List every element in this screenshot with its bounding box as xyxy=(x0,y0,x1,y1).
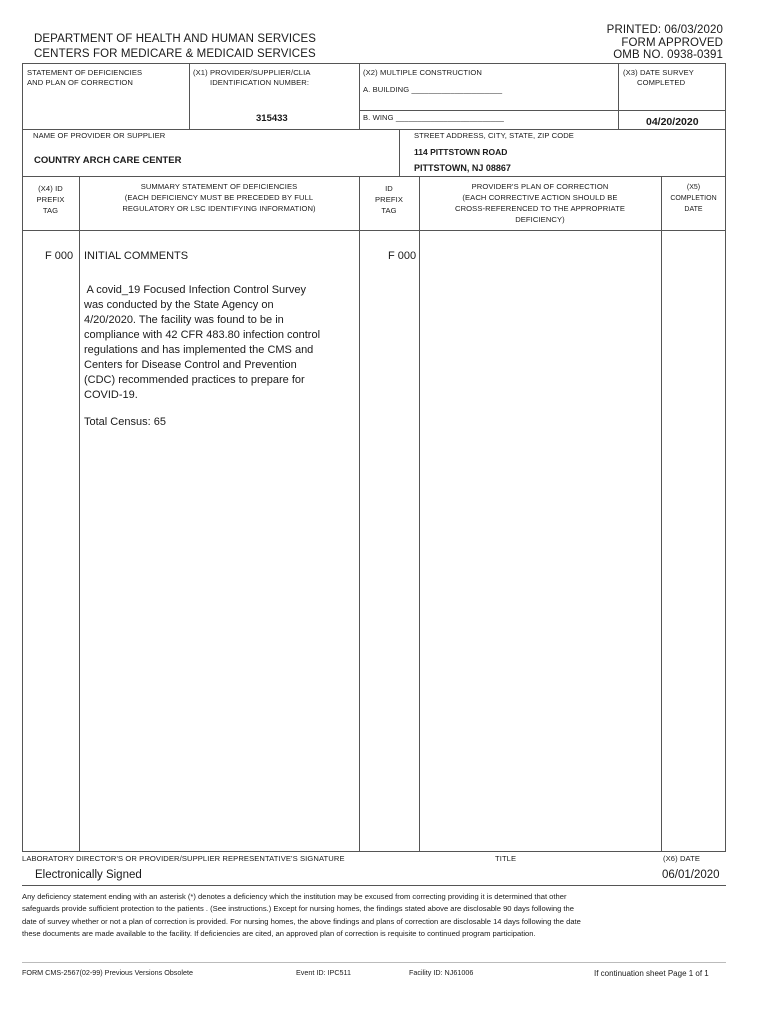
provider-name-label: NAME OF PROVIDER OR SUPPLIER xyxy=(33,131,166,140)
tag-left: F 000 xyxy=(45,250,74,262)
footer-form-id: FORM CMS-2567(02-99) Previous Versions Obsolete xyxy=(22,968,193,977)
street-address: 114 PITTSTOWN ROAD xyxy=(414,147,508,157)
x1-label-2: IDENTIFICATION NUMBER: xyxy=(210,78,310,87)
disclaimer: Any deficiency statement ending with an asterisk (*) denotes a deficiency which the institution may be excused from correcting providing it is determined that other safeguards provide sufficient protection to the patients . (See instructions.) Except for nursing homes, the findings stated above are disclosable 90 days following the date of survey whether or not a plan of correction is provided. For nursing homes, the above findings and plans of correction are disclosable 14 days following the date these documents are made available to the facility. If deficiencies are cited, an approved plan of correction is requisite to continued program participation. xyxy=(22,892,581,938)
footer-page-info: If continuation sheet Page 1 of 1 xyxy=(594,969,709,978)
printed-date: PRINTED: 06/03/2020 xyxy=(606,24,723,36)
building-field: A. BUILDING _____________________ xyxy=(363,85,503,94)
form-approved: FORM APPROVED xyxy=(621,37,723,49)
statement-label-1: STATEMENT OF DEFICIENCIES xyxy=(27,68,143,77)
signature-label: LABORATORY DIRECTOR'S OR PROVIDER/SUPPLIER REPRESENTATIVE'S SIGNATURE xyxy=(22,854,345,863)
entry-heading: INITIAL COMMENTS xyxy=(84,250,189,262)
agency-line-2: CENTERS FOR MEDICARE & MEDICAID SERVICES xyxy=(34,48,316,60)
entry-paragraph: A covid_19 Focused Infection Control Survey was conducted by the State Agency on 4/20/2020. The facility was found to be in compliance with 42 CFR 483.80 infection control regulations and has implemented the CMS and Centers for Disease Control and Prevention (CDC) recommended practices to prepare for COVID-19. xyxy=(84,284,321,401)
signature-value: Electronically Signed xyxy=(35,869,142,881)
x3-label-1: (X3) DATE SURVEY xyxy=(623,68,694,77)
agency-line-1: DEPARTMENT OF HEALTH AND HUMAN SERVICES xyxy=(34,33,317,45)
date-label: (X6) DATE xyxy=(663,854,701,863)
id-header: ID PREFIX TAG xyxy=(374,184,404,215)
x3-label-2: COMPLETED xyxy=(637,78,686,87)
plan-header: PROVIDER'S PLAN OF CORRECTION (EACH CORRECTIVE ACTION SHOULD BE CROSS-REFERENCED TO THE APPROPRIATE DEFICIENCY) xyxy=(454,182,626,224)
footer-facility-id: Facility ID: NJ61006 xyxy=(409,968,474,977)
x1-label-1: (X1) PROVIDER/SUPPLIER/CLIA xyxy=(193,68,311,77)
provider-id-number: 315433 xyxy=(256,113,288,124)
title-label: TITLE xyxy=(495,854,517,863)
city-state-zip: PITTSTOWN, NJ 08867 xyxy=(414,163,511,173)
x2-label: (X2) MULTIPLE CONSTRUCTION xyxy=(363,68,482,77)
total-census: Total Census: 65 xyxy=(84,416,166,428)
survey-completed-date: 04/20/2020 xyxy=(646,116,699,128)
x5-header: (X5) COMPLETION DATE xyxy=(670,184,717,213)
wing-field: B. WING _________________________ xyxy=(363,113,504,122)
tag-right: F 000 xyxy=(388,250,417,262)
provider-name: COUNTRY ARCH CARE CENTER xyxy=(34,155,182,166)
statement-label-2: AND PLAN OF CORRECTION xyxy=(27,78,133,87)
address-label: STREET ADDRESS, CITY, STATE, ZIP CODE xyxy=(414,131,574,140)
x4-header: (X4) ID PREFIX TAG xyxy=(36,184,65,215)
summary-header: SUMMARY STATEMENT OF DEFICIENCIES (EACH DEFICIENCY MUST BE PRECEDED BY FULL REGULATORY OR LSC IDENTIFYING INFORMATION) xyxy=(122,182,316,213)
signature-date: 06/01/2020 xyxy=(662,869,720,881)
omb-number: OMB NO. 0938-0391 xyxy=(613,49,723,61)
footer-event-id: Event ID: IPC511 xyxy=(296,968,351,977)
